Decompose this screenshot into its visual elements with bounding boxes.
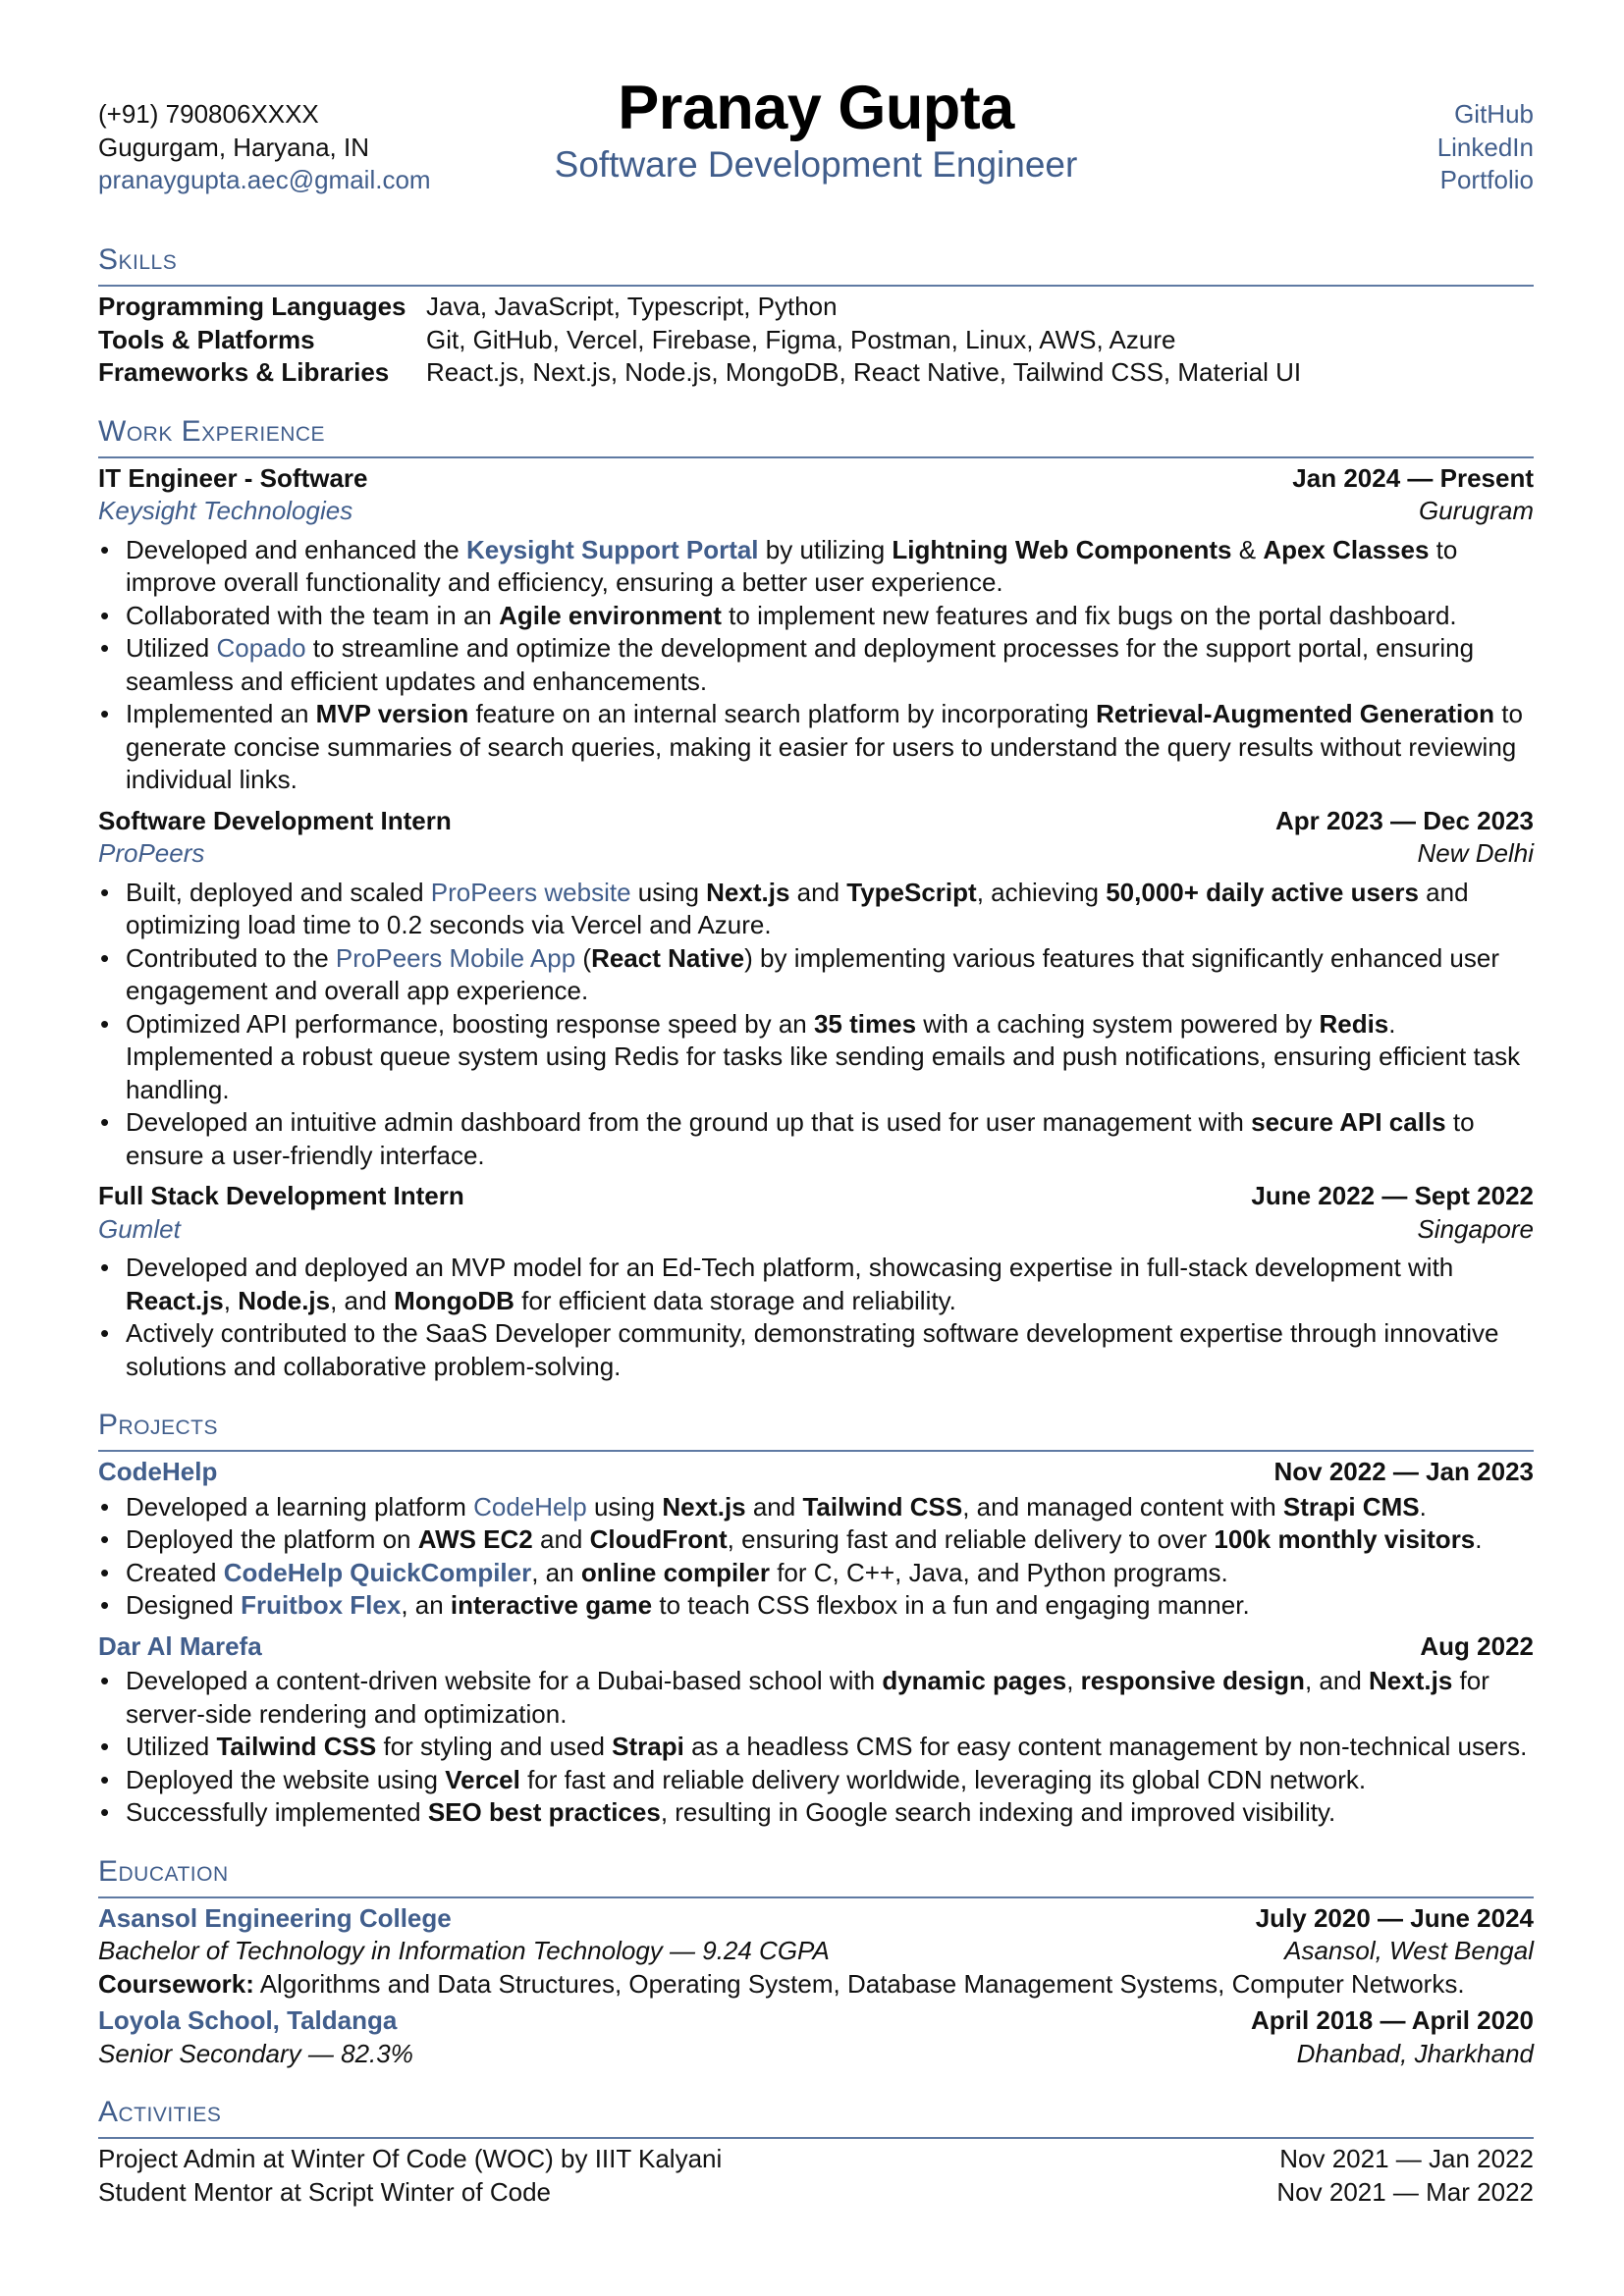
bullet-text: Optimized API performance, boosting response speed by an xyxy=(126,1008,814,1039)
bullet-text: , and xyxy=(1304,1666,1370,1695)
bold-keyword: React Native xyxy=(591,942,745,973)
candidate-title: Software Development Engineer xyxy=(554,144,1078,185)
section-heading: Work Experience xyxy=(98,413,1534,458)
bullet-text: Utilized xyxy=(126,633,217,663)
bullet-text: , xyxy=(223,1285,239,1315)
bullet-text: Designed xyxy=(126,1590,242,1620)
bullet-item xyxy=(98,1491,1534,1524)
bullet-text: ( xyxy=(575,942,592,973)
bullet-text: Contributed to the xyxy=(126,942,336,973)
bullet-text: to streamline and optimize the development and deployment processes for the support portal, ensuring seamless and efficient updates and enhancements. xyxy=(126,633,1475,696)
job-role: IT Engineer - Software xyxy=(98,462,368,493)
bullet-text: using xyxy=(586,1491,663,1522)
activity-text: Project Admin at Winter Of Code (WOC) by IIIT Kalyani xyxy=(98,2144,723,2173)
bullet-item xyxy=(98,877,1534,942)
bullet-text: Utilized xyxy=(126,1732,217,1761)
bullet-text: for styling and used xyxy=(376,1732,613,1761)
section-heading: Education xyxy=(98,1853,1534,1898)
bullet-text: Developed a content-driven website for a Dubai-based school with xyxy=(126,1666,883,1695)
projects-section xyxy=(98,1407,1534,1830)
bullet-text: for fast and reliable delivery worldwide, leveraging its global CDN network. xyxy=(519,1764,1367,1794)
bold-keyword: interactive game xyxy=(450,1590,653,1620)
bold-keyword: secure API calls xyxy=(1251,1107,1446,1137)
bullet-list xyxy=(98,1665,1534,1830)
job-dates: June 2022 — Sept 2022 xyxy=(1251,1181,1534,1210)
bullet-text: with a caching system powered by xyxy=(916,1008,1320,1039)
bullet-text: to teach CSS flexbox in a fun and engaging manner. xyxy=(652,1590,1250,1620)
job-header-row xyxy=(98,462,1534,496)
bullet-text: using xyxy=(630,877,707,907)
bold-keyword: AWS EC2 xyxy=(417,1524,533,1554)
bold-keyword: Vercel xyxy=(445,1764,520,1794)
inline-link[interactable]: CodeHelp QuickCompiler xyxy=(223,1557,532,1587)
bullet-text: to ensure a user-friendly interface. xyxy=(126,1107,1475,1170)
bold-keyword: Lightning Web Components xyxy=(892,534,1232,564)
skills-section xyxy=(98,241,1534,390)
skills-label: Tools & Platforms xyxy=(98,324,315,354)
inline-link[interactable]: Keysight Support Portal xyxy=(465,534,759,564)
education-entry xyxy=(98,2004,1534,2070)
bullet-text: & xyxy=(1231,534,1264,564)
bullet-item xyxy=(98,1731,1534,1764)
name-block xyxy=(98,69,1534,187)
bold-keyword: Apex Classes xyxy=(1263,534,1430,564)
bullet-text: and optimizing load time to 0.2 seconds via Vercel and Azure. xyxy=(126,877,1469,939)
bold-keyword: Retrieval-Augmented Generation xyxy=(1096,699,1495,728)
company-name: Keysight Technologies xyxy=(98,496,353,525)
skills-row xyxy=(98,324,1534,357)
bullet-list xyxy=(98,877,1534,1173)
bullet-text: . xyxy=(1475,1524,1483,1554)
activities-section xyxy=(98,2094,1534,2209)
bullet-text: to improve overall functionality and efficiency, ensuring a better user experience. xyxy=(126,534,1458,597)
job-location: Gurugram xyxy=(1418,496,1534,525)
bullet-text: for server-side rendering and optimization. xyxy=(126,1666,1489,1729)
bold-keyword: Next.js xyxy=(1369,1666,1453,1695)
bullet-item xyxy=(98,1589,1534,1623)
profile-links xyxy=(1437,98,1534,197)
bullet-item xyxy=(98,632,1534,698)
resume-page xyxy=(98,74,1534,2209)
inline-link[interactable]: ProPeers Mobile App xyxy=(335,942,576,973)
degree: Bachelor of Technology in Information Technology — 9.24 CGPA xyxy=(98,1936,830,1965)
company-name: Gumlet xyxy=(98,1213,181,1244)
bullet-text: Implemented an xyxy=(126,699,316,728)
bullet-text: Built, deployed and scaled xyxy=(126,877,431,907)
bullet-text: . xyxy=(1419,1491,1427,1522)
bullet-list xyxy=(98,1491,1534,1623)
bullet-text: , and xyxy=(330,1285,395,1315)
education-dates: April 2018 — April 2020 xyxy=(1250,2005,1534,2035)
bold-keyword: Agile environment xyxy=(499,600,722,630)
bullet-text: , xyxy=(1066,1666,1081,1695)
bullet-list xyxy=(98,1252,1534,1383)
project-dates: Nov 2022 — Jan 2023 xyxy=(1273,1457,1534,1486)
bold-keyword: online compiler xyxy=(580,1557,770,1587)
job-subheader-row xyxy=(98,1213,1534,1247)
activity-text: Student Mentor at Script Winter of Code xyxy=(98,2176,551,2207)
skills-value: Java, JavaScript, Typescript, Python xyxy=(426,292,838,321)
bold-keyword: 35 times xyxy=(813,1008,917,1039)
bullet-item xyxy=(98,1764,1534,1797)
skills-row xyxy=(98,356,1534,390)
bullet-item xyxy=(98,534,1534,600)
bold-keyword: Tailwind CSS xyxy=(802,1491,963,1522)
section-heading: Projects xyxy=(98,1407,1534,1452)
skills-label: Programming Languages xyxy=(98,292,406,321)
inline-link[interactable]: Copado xyxy=(216,633,306,663)
bullet-item xyxy=(98,1523,1534,1557)
github-link[interactable]: GitHub xyxy=(1454,99,1534,129)
bold-keyword: Strapi CMS xyxy=(1282,1491,1420,1522)
bullet-item xyxy=(98,698,1534,797)
resume-header xyxy=(98,74,1534,218)
job-header-row xyxy=(98,805,1534,838)
bold-keyword: Tailwind CSS xyxy=(216,1732,377,1761)
school-link[interactable]: Loyola School, Taldanga xyxy=(98,2005,398,2035)
linkedin-link[interactable]: LinkedIn xyxy=(1436,132,1534,162)
bullet-text: , ensuring fast and reliable delivery to over xyxy=(727,1524,1215,1554)
job-role: Software Development Intern xyxy=(98,805,452,835)
section-heading: Activities xyxy=(98,2094,1534,2139)
skills-value: React.js, Next.js, Node.js, MongoDB, React Native, Tailwind CSS, Material UI xyxy=(426,357,1302,387)
portfolio-link[interactable]: Portfolio xyxy=(1439,165,1534,194)
company-name: ProPeers xyxy=(98,838,205,868)
bold-keyword: Next.js xyxy=(706,877,790,907)
bullet-item xyxy=(98,1665,1534,1731)
job-dates: Jan 2024 — Present xyxy=(1292,462,1534,493)
phone-number: (+91) 790806XXXX xyxy=(98,99,319,129)
bullet-text: Developed a learning platform xyxy=(126,1491,474,1522)
bold-keyword: Strapi xyxy=(612,1732,684,1761)
bold-keyword: React.js xyxy=(126,1285,224,1315)
project-title-link[interactable]: Dar Al Marefa xyxy=(98,1630,262,1661)
bold-keyword: SEO best practices xyxy=(427,1797,661,1827)
bullet-text: , and managed content with xyxy=(962,1491,1283,1522)
job-subheader-row xyxy=(98,495,1534,528)
job-header-row xyxy=(98,1180,1534,1213)
bullet-item xyxy=(98,1557,1534,1590)
education-section xyxy=(98,1853,1534,2071)
bullet-list xyxy=(98,534,1534,797)
candidate-name: Pranay Gupta xyxy=(618,74,1014,142)
bullet-text: , an xyxy=(531,1557,581,1587)
activity-row xyxy=(98,2176,1534,2210)
skills-label: Frameworks & Libraries xyxy=(98,357,390,387)
inline-link[interactable]: CodeHelp xyxy=(473,1491,587,1522)
inline-link[interactable]: ProPeers website xyxy=(430,877,631,907)
bullet-text: feature on an internal search platform by incorporating xyxy=(468,699,1097,728)
bullet-text: to implement new features and fix bugs on the portal dashboard. xyxy=(721,600,1457,630)
job-list xyxy=(98,462,1534,1384)
job-role: Full Stack Development Intern xyxy=(98,1181,464,1210)
bullet-text: , an xyxy=(401,1590,451,1620)
bullet-text: and xyxy=(532,1524,590,1554)
coursework-label: Coursework: xyxy=(98,1968,254,1999)
bullet-text: Developed an intuitive admin dashboard from the ground up that is used for user management with xyxy=(126,1107,1252,1137)
bullet-text: ) by implementing various features that significantly enhanced user engagement and overall app experience. xyxy=(126,942,1499,1005)
education-location: Asansol, West Bengal xyxy=(1284,1936,1534,1965)
job-dates: Apr 2023 — Dec 2023 xyxy=(1274,805,1534,835)
activity-row xyxy=(98,2143,1534,2176)
bold-keyword: responsive design xyxy=(1080,1666,1305,1695)
bold-keyword: 50,000+ daily active users xyxy=(1106,877,1419,907)
project-title-link[interactable]: CodeHelp xyxy=(98,1457,218,1486)
project-dates: Aug 2022 xyxy=(1420,1630,1534,1661)
bullet-text: Collaborated with the team in an xyxy=(126,600,500,630)
email-link[interactable]: pranaygupta.aec@gmail.com xyxy=(98,165,431,194)
job-entry xyxy=(98,1180,1534,1383)
section-heading: Skills xyxy=(98,241,1534,287)
bullet-text: . Implemented a robust queue system using Redis for tasks like sending emails and push notifications, ensuring efficient task handling. xyxy=(126,1008,1521,1104)
coursework xyxy=(98,1968,1534,2002)
bold-keyword: CloudFront xyxy=(589,1524,728,1554)
bullet-item xyxy=(98,942,1534,1008)
bullet-text: Deployed the platform on xyxy=(126,1524,418,1554)
education-entry xyxy=(98,1902,1534,2002)
bold-keyword: dynamic pages xyxy=(882,1666,1067,1695)
bold-keyword: Redis xyxy=(1319,1008,1389,1039)
bullet-text: Created xyxy=(126,1557,224,1587)
project-header-row xyxy=(98,1456,1534,1489)
degree: Senior Secondary — 82.3% xyxy=(98,2038,413,2068)
project-header-row xyxy=(98,1630,1534,1664)
job-subheader-row xyxy=(98,837,1534,871)
bullet-text: , achieving xyxy=(976,877,1107,907)
experience-section xyxy=(98,413,1534,1384)
bullet-text: as a headless CMS for easy content management by non-technical users. xyxy=(683,1732,1528,1761)
bullet-text: Developed and enhanced the xyxy=(126,534,466,564)
bold-keyword: 100k monthly visitors xyxy=(1214,1524,1476,1554)
project-entry xyxy=(98,1456,1534,1623)
bold-keyword: TypeScript xyxy=(846,877,977,907)
bullet-text: and xyxy=(789,877,847,907)
bullet-item xyxy=(98,1252,1534,1317)
bullet-text: for C, C++, Java, and Python programs. xyxy=(769,1557,1228,1587)
bullet-text: to generate concise summaries of search queries, making it easier for users to understand the query results without reviewing individual links. xyxy=(126,699,1523,794)
inline-link[interactable]: Fruitbox Flex xyxy=(241,1590,402,1620)
bullet-item xyxy=(98,1106,1534,1172)
bold-keyword: Next.js xyxy=(662,1491,746,1522)
project-entry xyxy=(98,1630,1534,1830)
bold-keyword: MongoDB xyxy=(394,1285,514,1315)
location: Gugurgam, Haryana, IN xyxy=(98,132,370,162)
education-location: Dhanbad, Jharkhand xyxy=(1296,2038,1534,2068)
bullet-item xyxy=(98,600,1534,633)
bullet-text: Successfully implemented xyxy=(126,1797,428,1827)
bullet-text: Developed and deployed an MVP model for an Ed-Tech platform, showcasing expertise in full-stack development with xyxy=(126,1253,1454,1282)
bold-keyword: MVP version xyxy=(315,699,469,728)
activity-dates: Nov 2021 — Mar 2022 xyxy=(1276,2176,1534,2207)
skills-value: Git, GitHub, Vercel, Firebase, Figma, Postman, Linux, AWS, Azure xyxy=(426,324,1176,354)
bold-keyword: Node.js xyxy=(238,1285,331,1315)
school-link[interactable]: Asansol Engineering College xyxy=(98,1902,452,1933)
bullet-text: , resulting in Google search indexing and improved visibility. xyxy=(660,1797,1336,1827)
bullet-text: by utilizing xyxy=(758,534,893,564)
education-dates: July 2020 — June 2024 xyxy=(1255,1902,1534,1933)
activity-dates: Nov 2021 — Jan 2022 xyxy=(1279,2144,1534,2173)
job-location: New Delhi xyxy=(1417,838,1534,868)
bullet-item xyxy=(98,1796,1534,1830)
bullet-item xyxy=(98,1008,1534,1107)
project-list xyxy=(98,1456,1534,1830)
job-location: Singapore xyxy=(1417,1213,1534,1244)
bullet-text: and xyxy=(745,1491,803,1522)
job-entry xyxy=(98,462,1534,797)
skills-row xyxy=(98,291,1534,324)
coursework-value: Algorithms and Data Structures, Operating System, Database Management Systems, Computer Networks. xyxy=(253,1968,1465,1999)
bullet-text: for efficient data storage and reliability. xyxy=(514,1285,956,1315)
bullet-item xyxy=(98,1317,1534,1383)
job-entry xyxy=(98,805,1534,1173)
bullet-text: Actively contributed to the SaaS Developer community, demonstrating software development expertise through innovative solutions and collaborative problem-solving. xyxy=(126,1318,1499,1381)
bullet-text: Deployed the website using xyxy=(126,1764,446,1794)
